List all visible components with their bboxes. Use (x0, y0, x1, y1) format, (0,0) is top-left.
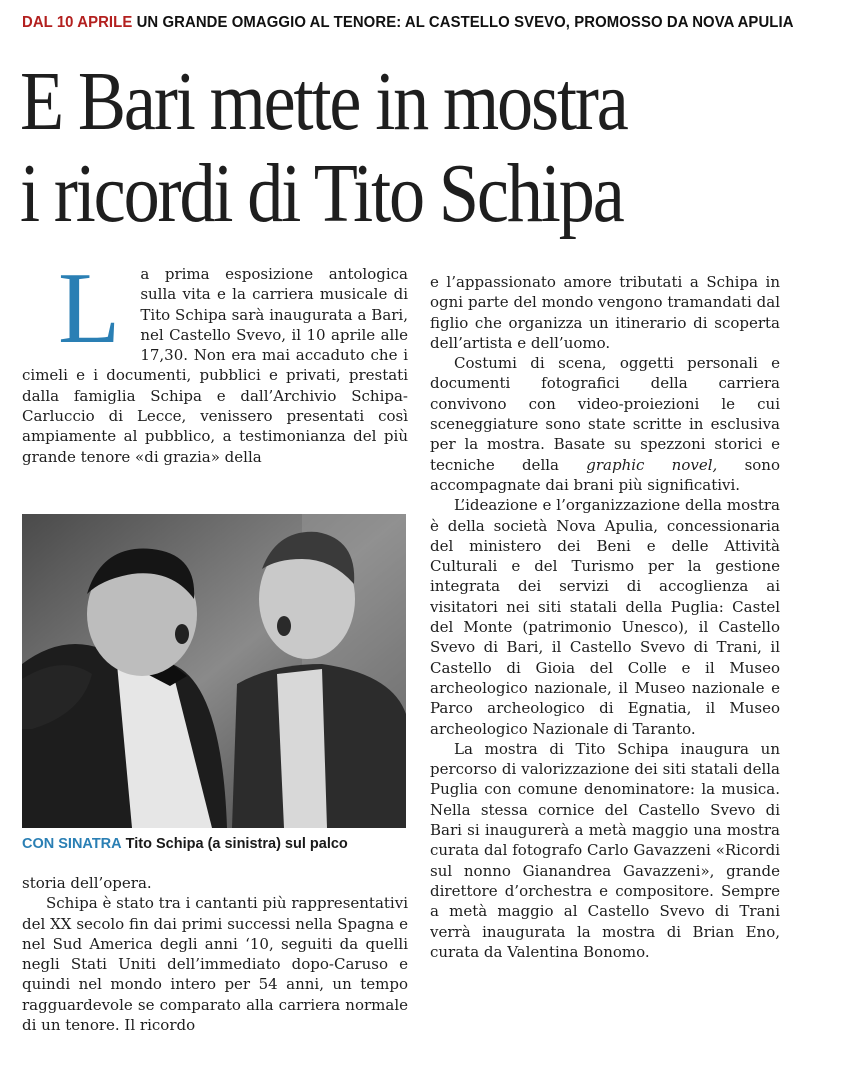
paragraph-5: La mostra di Tito Schipa inaugura un percorso di valorizzazione dei siti statali della Puglia con comune denominatore: la musica. Nella stessa cornice del Castello Svevo di Bari si inaugurerà a metà maggio una mostra curata dal fotografo Carlo Gavazzeni «Ricordi sul nonno Gianandrea Gavazzeni», grande direttore d’orchestra e compositore. Sempre a metà maggio al Castello Svevo di Trani verrà inaugurata la mostra di Brian Eno, curata da Valentina Bonomo. (430, 739, 780, 961)
paragraph-2: Schipa è stato tra i cantanti più rappresentativi del XX secolo fin dai primi successi nella Spagna e nel Sud America degli anni ‘10, seguiti da quelli negli Stati Uniti dell’immediato dopo-Caruso e quindi nel mondo intero per 54 anni, un tempo ragguardevole se comparato alla carriera normale di un tenore. Il ricordo (22, 894, 408, 1035)
caption-text: Tito Schipa (a sinistra) sul palco (125, 836, 348, 852)
kicker-text: UN GRANDE OMAGGIO AL TENORE: AL CASTELLO SVEVO, PROMOSSO DA NOVA APULIA (136, 14, 794, 31)
caption-label: CON SINATRA (22, 836, 122, 852)
article-column-1-top (22, 264, 408, 504)
paragraph-1: a prima esposizione antologica sulla vita e la carriera musicale di Tito Schipa sarà inaugurata a Bari, nel Castello Svevo, il 10 aprile alle 17,30. Non era mai accaduto che i cimeli e i documenti, pubblici e privati, prestati dalla famiglia Schipa e dall’Archivio Schipa-Carluccio di Lecce, venissero presentati così ampiamente al pubblico, a testimonianza del più grande tenore «di grazia» della (22, 265, 408, 466)
paragraph-4: L’ideazione e l’organizzazione della mostra è della società Nova Apulia, concessionaria del ministero dei Beni e delle Attività Culturali e del Turismo per la gestione integrata dei servizi di accoglienza ai visitatori nei siti statali della Puglia: Castel del Monte (patrimonio Unesco), il Castello Svevo di Bari, il Castello Svevo di Trani, il Castello di Gioia del Colle e il Museo archeologico nazionale, il Museo nazionale e Parco archeologico di Egnatia, il Museo archeologico Nazionale di Taranto. (430, 496, 780, 738)
paragraph-3 (430, 353, 780, 495)
article-column-2 (430, 272, 780, 1072)
article-column-1-bottom (22, 873, 408, 1063)
photo-illustration (22, 514, 406, 828)
paragraph-3-part-a: Costumi di scena, oggetti personali e documenti fotografici della carriera convivono con video-proiezioni le cui sceneggiature sono state scritte in esclusiva per la mostra. Basate su spezzoni storici e tecniche della (430, 354, 780, 474)
kicker-date: DAL 10 APRILE (22, 14, 133, 31)
headline-line-1: E Bari mette in mostra (20, 55, 627, 148)
kicker (22, 14, 794, 32)
photo-caption (22, 836, 408, 852)
headline-line-2: i ricordi di Tito Schipa (20, 147, 623, 240)
drop-cap: L (58, 264, 121, 365)
paragraph-1-continued: storia dell’opera. (22, 874, 152, 892)
paragraph-3-part-b: sono accompagnate dai brani più significativi. (430, 455, 780, 494)
paragraph-2-continued: e l’appassionato amore tributati a Schipa in ogni parte del mondo vengono tramandati dal figlio che organizza un itinerario di scoperta dell’artista e dell’uomo. (430, 273, 780, 352)
headline (20, 56, 835, 240)
paragraph-3-italic: graphic novel, (586, 455, 718, 474)
photo-schipa-sinatra (22, 514, 406, 828)
